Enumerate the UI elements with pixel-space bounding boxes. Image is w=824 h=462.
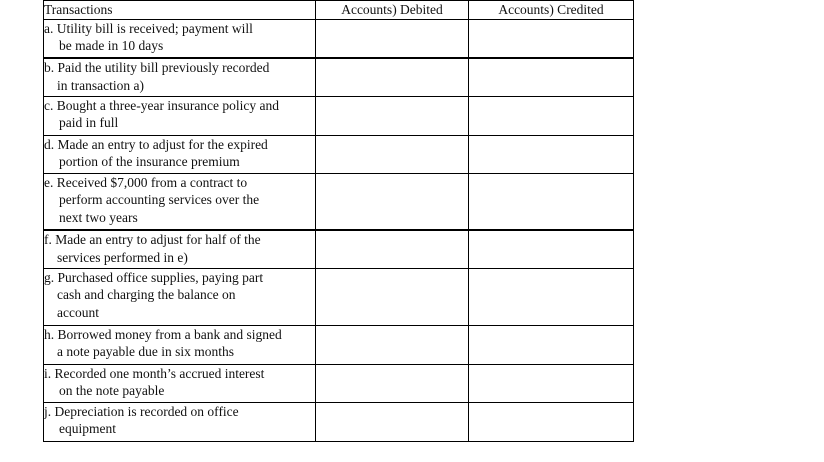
transaction-description	[44, 58, 316, 96]
table-row	[44, 325, 634, 364]
description-line: on the note payable	[59, 383, 165, 398]
header-transactions: Transactions	[44, 1, 316, 20]
transaction-description	[44, 230, 316, 268]
description-line: cash and charging the balance on	[57, 287, 236, 302]
debited-entry-cell[interactable]	[316, 402, 469, 441]
debited-entry-cell[interactable]	[316, 364, 469, 402]
transaction-description	[44, 96, 316, 135]
table-row	[44, 58, 634, 96]
transaction-description	[44, 173, 316, 230]
table-row	[44, 268, 634, 325]
transaction-description	[44, 135, 316, 173]
credited-entry-cell[interactable]	[469, 230, 634, 268]
description-line: c. Bought a three-year insurance policy and	[44, 97, 280, 113]
description-line: account	[57, 304, 99, 320]
table-row	[44, 19, 634, 58]
debited-entry-cell[interactable]	[316, 19, 469, 58]
description-line: h. Borrowed money from a bank and signed	[44, 326, 282, 342]
transaction-description	[44, 364, 316, 402]
transactions-table	[43, 0, 634, 442]
header-row	[44, 1, 634, 20]
table-row	[44, 364, 634, 402]
debited-entry-cell[interactable]	[316, 135, 469, 173]
credited-entry-cell[interactable]	[469, 325, 634, 364]
debited-entry-cell[interactable]	[316, 230, 469, 268]
credited-entry-cell[interactable]	[469, 58, 634, 96]
header-accounts-debited: Accounts) Debited	[316, 1, 469, 20]
description-line: e. Received $7,000 from a contract to	[44, 174, 248, 190]
description-line: perform accounting services over the	[59, 192, 260, 207]
debited-entry-cell[interactable]	[316, 325, 469, 364]
description-line: services performed in e)	[57, 249, 188, 265]
debited-entry-cell[interactable]	[316, 96, 469, 135]
credited-entry-cell[interactable]	[469, 135, 634, 173]
description-line: next two years	[59, 209, 138, 225]
description-line: i. Recorded one month’s accrued interest	[44, 365, 265, 381]
description-line: f. Made an entry to adjust for half of the	[44, 232, 261, 247]
table-row	[44, 135, 634, 173]
description-line: equipment	[59, 421, 116, 436]
credited-entry-cell[interactable]	[469, 364, 634, 402]
credited-entry-cell[interactable]	[469, 268, 634, 325]
credited-entry-cell[interactable]	[469, 402, 634, 441]
description-line: j. Depreciation is recorded on office	[44, 403, 239, 419]
description-line: a. Utility bill is received; payment will	[44, 20, 253, 36]
credited-entry-cell[interactable]	[469, 19, 634, 58]
credited-entry-cell[interactable]	[469, 96, 634, 135]
credited-entry-cell[interactable]	[469, 173, 634, 230]
description-line: b. Paid the utility bill previously recorded	[44, 60, 270, 75]
table-row	[44, 173, 634, 230]
description-line: be made in 10 days	[59, 38, 164, 53]
debited-entry-cell[interactable]	[316, 268, 469, 325]
description-line: a note payable due in six months	[57, 344, 234, 359]
description-line: d. Made an entry to adjust for the expired	[44, 136, 268, 152]
table-row	[44, 230, 634, 268]
transaction-description	[44, 268, 316, 325]
description-line: in transaction a)	[57, 77, 144, 93]
debited-entry-cell[interactable]	[316, 173, 469, 230]
transaction-description	[44, 325, 316, 364]
description-line: portion of the insurance premium	[59, 154, 240, 169]
header-accounts-credited: Accounts) Credited	[469, 1, 634, 20]
description-line: g. Purchased office supplies, paying part	[44, 269, 264, 285]
description-line: paid in full	[59, 115, 119, 130]
transaction-description	[44, 19, 316, 58]
transaction-description	[44, 402, 316, 441]
debited-entry-cell[interactable]	[316, 58, 469, 96]
table-row	[44, 96, 634, 135]
table-row	[44, 402, 634, 441]
